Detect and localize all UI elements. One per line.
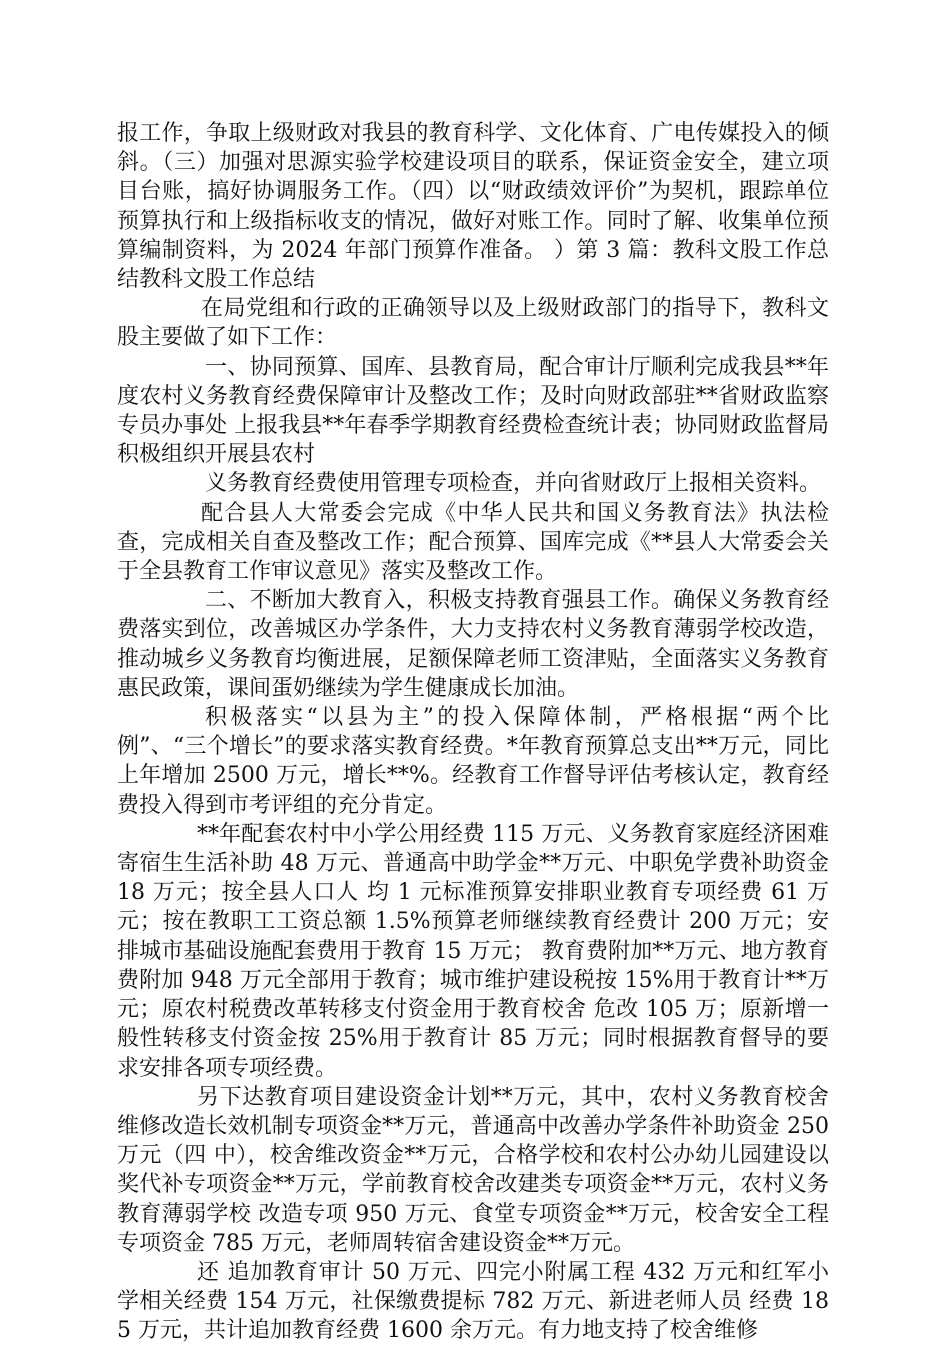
document-body xyxy=(117,119,829,1346)
paragraph-intro: 在局党组和行政的正确领导以及上级财政部门的指导下，教科文股主要做了如下工作： xyxy=(117,296,829,351)
paragraph-supporting-funds: **年配套农村中小学公用经费 115 万元、义务教育家庭经济困难寄宿生生活补助 48 万元、普通高中助学金**万元、中职免学费补助资金 18 万元；按全县人口人 均 1 元标准预算安排职业教育专项经费 61 万元；按在教职工工资总额 1.5%预算老师继续教育经费计 200 万元；安排城市基础设施配套费用于教育 15 万元； 教育费附加**万元、地方教育费附加 948 万元全部用于教育；城市维护建设税按 15%用于教育计**万元；原农村税费改革转移支付资金用于教育校舍 危改 105 万；原新增一般性转移支付资金按 25%用于教育计 85 万元；同时根据教育督导的要求安排各项专项经费。 xyxy=(117,821,829,1081)
paragraph-funding-mechanism: 积极落实“以县为主”的投入保障体制，严格根据“两个比例”、“三个增长”的要求落实教育经费。*年教育预算总支出**万元，同比上年增加 2500 万元，增长**%。经教育工作督导评估考核认定，教育经费投入得到市考评组的充分肯定。 xyxy=(117,705,829,818)
paragraph-project-funds: 另下达教育项目建设资金计划**万元，其中，农村义务教育校舍维修改造长效机制专项资金**万元，普通高中改善办学条件补助资金 250 万元（四 中），校舍维改资金**万元，合格学校和农村公办幼儿园建设以奖代补专项资金**万元，学前教育校舍改建类专项资金**万元，农村义务教育薄弱学校 改造专项 950 万元、食堂专项资金**万元，校舍安全工程专项资金 785 万元，老师周转宿舍建设资金**万元。 xyxy=(117,1084,829,1256)
paragraph-additional-funds: 还 追加教育审计 50 万元、四完小附属工程 432 万元和红军小学相关经费 154 万元，社保缴费提标 782 万元、新进老师人员 经费 185 万元，共计追加教育经费 1600 余万元。有力地支持了校舍维修 xyxy=(117,1259,829,1344)
paragraph-section-one: 一、协同预算、国库、县教育局，配合审计厅顺利完成我县**年度农村义务教育经费保障审计及整改工作；及时向财政部驻**省财政监察专员办事处 上报我县**年春季学期教育经费检查统计表；协同财政监督局积极组织开展县农村 xyxy=(117,354,829,468)
paragraph-continuation: 报工作，争取上级财政对我县的教育科学、文化体育、广电传媒投入的倾斜。（三）加强对思源实验学校建设项目的联系，保证资金安全，建立项目台账，搞好协调服务工作。（四）以“财政绩效评价”为契机，跟踪单位预算执行和上级指标收支的情况，做好对账工作。同时了解、收集单位预算编制资料，为 2024 年部门预算作准备。 ）第 3 篇：教科文股工作总结教科文股工作总结 xyxy=(117,121,829,293)
paragraph-law-enforcement: 配合县人大常委会完成《中华人民共和国义务教育法》执法检查，完成相关自查及整改工作；配合预算、国库完成《**县人大常委会关于全县教育工作审议意见》落实及整改工作。 xyxy=(117,500,829,585)
paragraph-inspection: 义务教育经费使用管理专项检查，并向省财政厅上报相关资料。 xyxy=(205,471,822,497)
paragraph-section-two: 二、不断加大教育入，积极支持教育强县工作。确保义务教育经费落实到位，改善城区办学条件，大力支持农村义务教育薄弱学校改造，推动城乡义务教育均衡进展，足额保障老师工资津贴，全面落实义务教育惠民政策，课间蛋奶继续为学生健康成长加油。 xyxy=(117,588,829,701)
